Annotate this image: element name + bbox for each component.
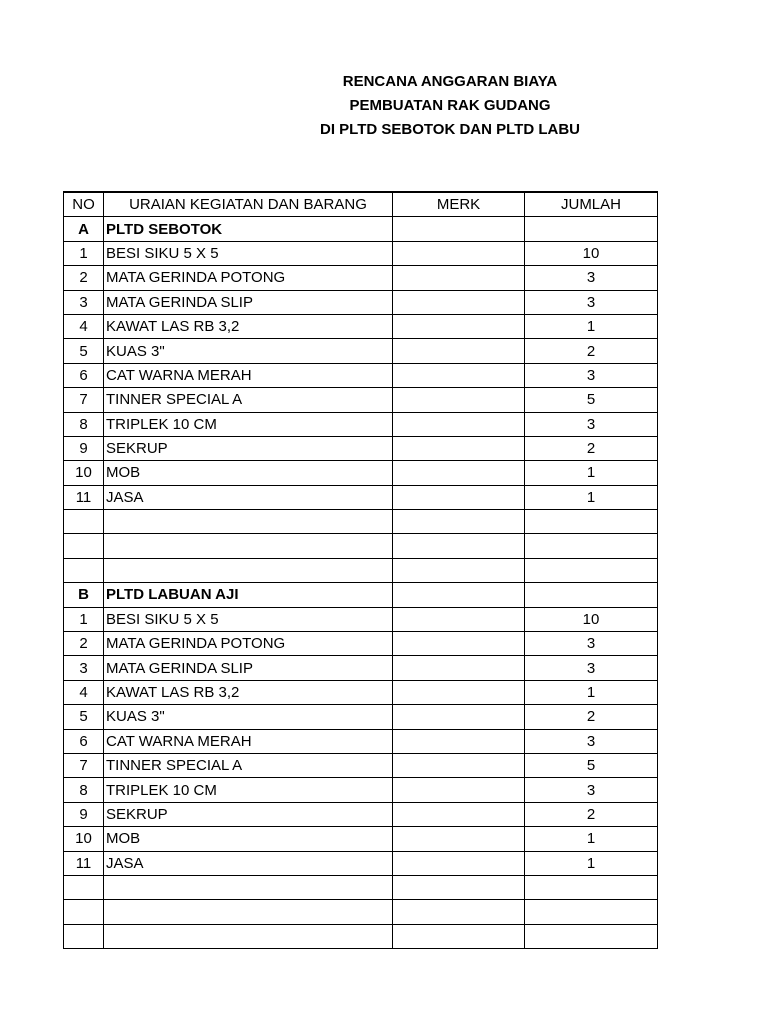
cell-description: [104, 900, 393, 924]
cell-qty: 2: [525, 436, 658, 460]
cell-no: 4: [64, 314, 104, 338]
table-section-row: [64, 217, 658, 241]
cell-description: JASA: [104, 851, 393, 875]
cell-no: 5: [64, 705, 104, 729]
cell-qty: [525, 534, 658, 558]
cell-merk: [393, 705, 525, 729]
cell-no: 3: [64, 290, 104, 314]
cell-description: MATA GERINDA POTONG: [104, 266, 393, 290]
table-section-row: [64, 583, 658, 607]
table-row: [64, 436, 658, 460]
cell-qty: 3: [525, 778, 658, 802]
cell-description: [104, 924, 393, 948]
cell-merk: [393, 875, 525, 899]
cell-qty: 3: [525, 656, 658, 680]
cell-merk: [393, 656, 525, 680]
cell-merk: [393, 778, 525, 802]
cell-description: SEKRUP: [104, 436, 393, 460]
budget-table: [63, 191, 658, 949]
cell-description: PLTD LABUAN AJI: [104, 583, 393, 607]
cell-description: CAT WARNA MERAH: [104, 729, 393, 753]
header-description: URAIAN KEGIATAN DAN BARANG: [104, 192, 393, 217]
document-title-block: [0, 70, 658, 150]
cell-description: KAWAT LAS RB 3,2: [104, 680, 393, 704]
cell-qty: 3: [525, 729, 658, 753]
cell-description: PLTD SEBOTOK: [104, 217, 393, 241]
cell-merk: [393, 241, 525, 265]
table-row: [64, 680, 658, 704]
cell-no: 9: [64, 802, 104, 826]
cell-merk: [393, 534, 525, 558]
cell-description: JASA: [104, 485, 393, 509]
cell-merk: [393, 388, 525, 412]
table-row: [64, 363, 658, 387]
cell-qty: 3: [525, 632, 658, 656]
cell-qty: 1: [525, 461, 658, 485]
cell-qty: 3: [525, 412, 658, 436]
cell-description: TRIPLEK 10 CM: [104, 412, 393, 436]
cell-merk: [393, 753, 525, 777]
table-row: [64, 924, 658, 948]
cell-no: 8: [64, 778, 104, 802]
title-line-2: PEMBUATAN RAK GUDANG: [349, 97, 551, 114]
table-row: [64, 266, 658, 290]
cell-qty: [525, 583, 658, 607]
table-row: [64, 607, 658, 631]
cell-description: [104, 558, 393, 582]
cell-no: 11: [64, 485, 104, 509]
cell-qty: 2: [525, 802, 658, 826]
table-row: [64, 632, 658, 656]
cell-merk: [393, 363, 525, 387]
cell-qty: [525, 900, 658, 924]
table-row: [64, 827, 658, 851]
cell-no: B: [64, 583, 104, 607]
cell-merk: [393, 558, 525, 582]
cell-qty: 5: [525, 388, 658, 412]
cell-qty: 3: [525, 363, 658, 387]
cell-description: CAT WARNA MERAH: [104, 363, 393, 387]
cell-merk: [393, 217, 525, 241]
cell-qty: 1: [525, 680, 658, 704]
cell-qty: [525, 924, 658, 948]
cell-merk: [393, 510, 525, 534]
table-row: [64, 412, 658, 436]
cell-merk: [393, 827, 525, 851]
cell-description: MOB: [104, 461, 393, 485]
cell-no: 7: [64, 388, 104, 412]
cell-merk: [393, 680, 525, 704]
cell-qty: 10: [525, 241, 658, 265]
table-row: [64, 778, 658, 802]
cell-qty: [525, 558, 658, 582]
cell-merk: [393, 412, 525, 436]
cell-merk: [393, 314, 525, 338]
cell-qty: 1: [525, 851, 658, 875]
table-row: [64, 656, 658, 680]
cell-description: MOB: [104, 827, 393, 851]
header-qty: JUMLAH: [525, 192, 658, 217]
cell-merk: [393, 802, 525, 826]
cell-no: 2: [64, 266, 104, 290]
cell-no: 3: [64, 656, 104, 680]
cell-merk: [393, 436, 525, 460]
cell-description: [104, 875, 393, 899]
cell-description: KUAS 3": [104, 339, 393, 363]
cell-description: TRIPLEK 10 CM: [104, 778, 393, 802]
cell-merk: [393, 900, 525, 924]
cell-qty: [525, 875, 658, 899]
cell-merk: [393, 266, 525, 290]
cell-description: KAWAT LAS RB 3,2: [104, 314, 393, 338]
cell-no: 9: [64, 436, 104, 460]
table-row: [64, 802, 658, 826]
table-row: [64, 485, 658, 509]
cell-description: BESI SIKU 5 X 5: [104, 607, 393, 631]
cell-no: 1: [64, 241, 104, 265]
cell-no: 7: [64, 753, 104, 777]
table-row: [64, 241, 658, 265]
cell-no: [64, 900, 104, 924]
cell-qty: 10: [525, 607, 658, 631]
cell-qty: 3: [525, 266, 658, 290]
cell-merk: [393, 485, 525, 509]
cell-merk: [393, 729, 525, 753]
header-no: NO: [64, 192, 104, 217]
cell-no: 10: [64, 827, 104, 851]
cell-no: 6: [64, 363, 104, 387]
cell-qty: [525, 510, 658, 534]
table-row: [64, 510, 658, 534]
title-line-3: DI PLTD SEBOTOK DAN PLTD LABU: [320, 121, 580, 138]
cell-qty: 5: [525, 753, 658, 777]
cell-qty: 2: [525, 705, 658, 729]
table-row: [64, 461, 658, 485]
cell-no: 5: [64, 339, 104, 363]
cell-qty: 1: [525, 827, 658, 851]
table-header-row: [64, 192, 658, 217]
cell-merk: [393, 583, 525, 607]
cell-description: TINNER SPECIAL A: [104, 388, 393, 412]
table-row: [64, 558, 658, 582]
cell-description: BESI SIKU 5 X 5: [104, 241, 393, 265]
header-merk: MERK: [393, 192, 525, 217]
cell-no: 4: [64, 680, 104, 704]
cell-merk: [393, 924, 525, 948]
cell-qty: 1: [525, 485, 658, 509]
cell-no: [64, 924, 104, 948]
cell-qty: [525, 217, 658, 241]
cell-merk: [393, 607, 525, 631]
cell-no: 1: [64, 607, 104, 631]
cell-no: 8: [64, 412, 104, 436]
cell-qty: 2: [525, 339, 658, 363]
title-line-1: RENCANA ANGGARAN BIAYA: [342, 73, 558, 90]
cell-description: MATA GERINDA SLIP: [104, 656, 393, 680]
table-row: [64, 729, 658, 753]
cell-description: MATA GERINDA SLIP: [104, 290, 393, 314]
table-row: [64, 900, 658, 924]
cell-merk: [393, 461, 525, 485]
cell-no: 2: [64, 632, 104, 656]
cell-description: TINNER SPECIAL A: [104, 753, 393, 777]
cell-qty: 1: [525, 314, 658, 338]
table-row: [64, 753, 658, 777]
table-row: [64, 851, 658, 875]
table-row: [64, 534, 658, 558]
cell-no: [64, 510, 104, 534]
cell-merk: [393, 851, 525, 875]
cell-no: [64, 875, 104, 899]
table-row: [64, 705, 658, 729]
table-row: [64, 875, 658, 899]
table-row: [64, 388, 658, 412]
cell-no: A: [64, 217, 104, 241]
table-row: [64, 290, 658, 314]
cell-qty: 3: [525, 290, 658, 314]
cell-merk: [393, 290, 525, 314]
cell-no: 11: [64, 851, 104, 875]
cell-no: [64, 558, 104, 582]
cell-description: KUAS 3": [104, 705, 393, 729]
cell-no: [64, 534, 104, 558]
table-row: [64, 339, 658, 363]
cell-no: 10: [64, 461, 104, 485]
cell-description: [104, 510, 393, 534]
cell-merk: [393, 632, 525, 656]
cell-merk: [393, 339, 525, 363]
cell-description: MATA GERINDA POTONG: [104, 632, 393, 656]
cell-no: 6: [64, 729, 104, 753]
table-row: [64, 314, 658, 338]
cell-description: [104, 534, 393, 558]
cell-description: SEKRUP: [104, 802, 393, 826]
